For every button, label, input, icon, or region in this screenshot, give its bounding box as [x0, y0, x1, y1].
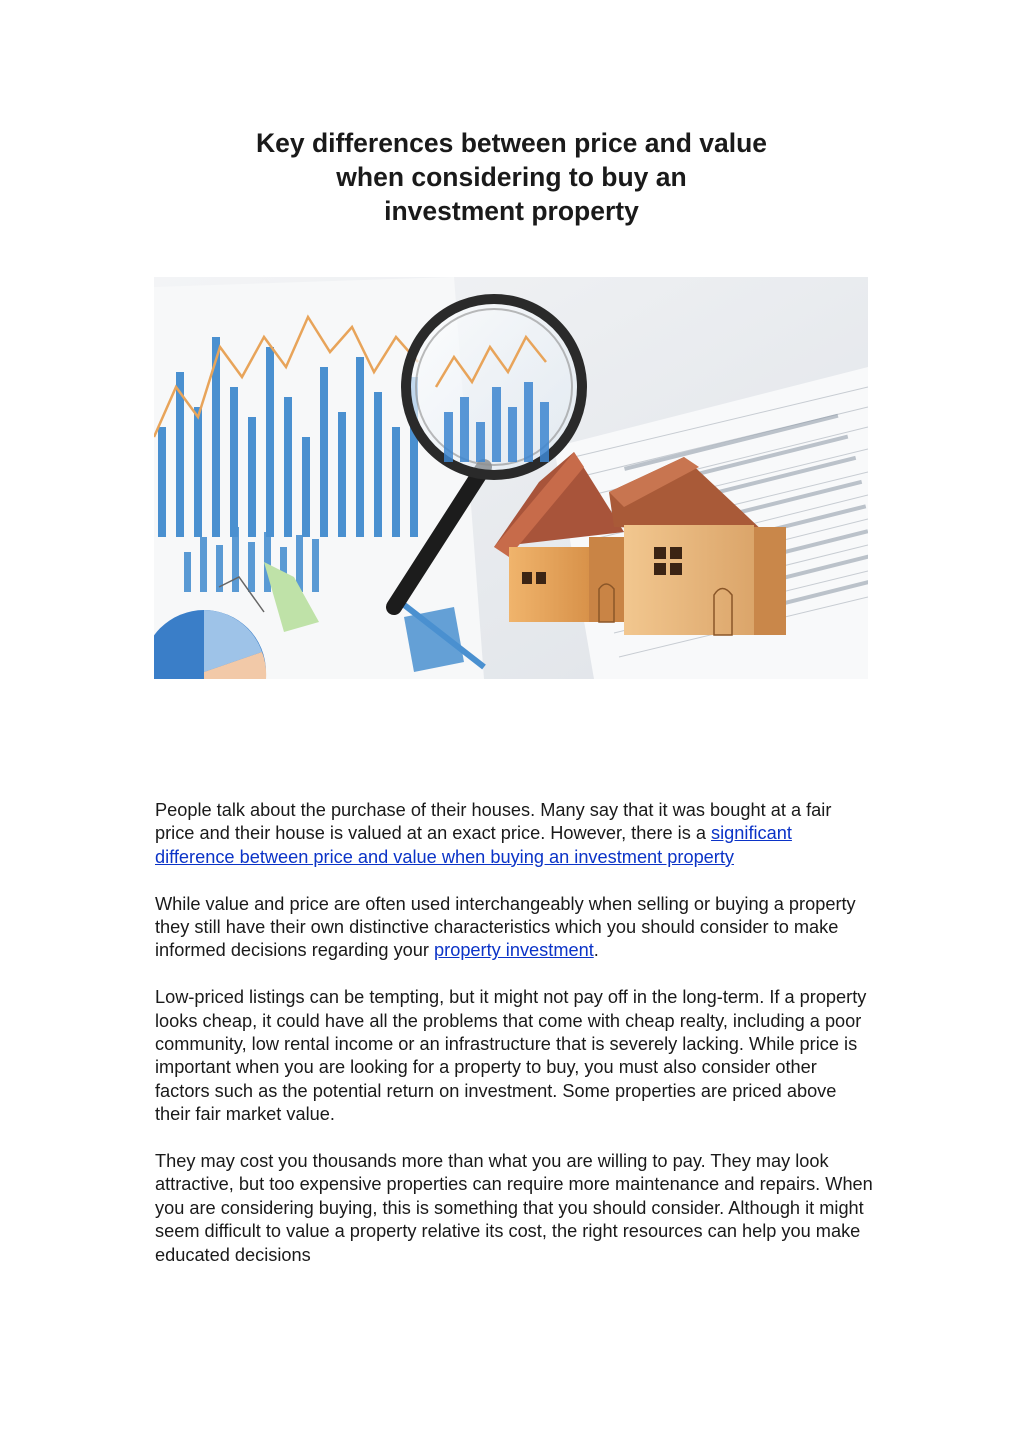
paragraph-1-text: People talk about the purchase of their houses. Many say that it was bought at a fair price and their house is valued at an exact price. However, there is a — [155, 800, 832, 844]
property-investment-link[interactable]: property investment — [434, 940, 594, 961]
title-line-2: when considering to buy an — [336, 162, 687, 192]
hero-image — [154, 277, 868, 679]
title-line-3: investment property — [384, 196, 639, 226]
paragraph-2-text: While value and price are often used interchangeably when selling or buying a property they still have their own distinctive characteristics which you should consider to make informed decisions regarding your — [155, 893, 856, 961]
article-body — [155, 799, 875, 1290]
magnifying-glass-houses-charts-icon — [154, 277, 868, 679]
paragraph-3: Low-priced listings can be tempting, but it might not pay off in the long-term. If a property looks cheap, it could have all the problems that come with cheap realty, including a poor community, low rental income or an infrastructure that is severely lacking. While price is important when you are looking for a property to buy, you must also consider other factors such as the potential return on investment. Some properties are priced above their fair market value. — [155, 987, 867, 1125]
paragraph-2 — [155, 893, 875, 963]
title-line-1: Key differences between price and value — [255, 128, 768, 158]
paragraph-4: They may cost you thousands more than what you are willing to pay. They may look attractive, but too expensive properties can require more maintenance and repairs. When you are considering buying, this is something that you should consider. Although it might seem difficult to value a property relative its cost, the right resources can help you make educated decisions — [155, 1151, 873, 1265]
paragraph-2-after: . — [593, 940, 599, 961]
paragraph-1 — [155, 799, 875, 869]
price-value-difference-link[interactable]: significant difference between price and value when buying an investment property — [155, 823, 792, 867]
page-title — [120, 126, 903, 228]
